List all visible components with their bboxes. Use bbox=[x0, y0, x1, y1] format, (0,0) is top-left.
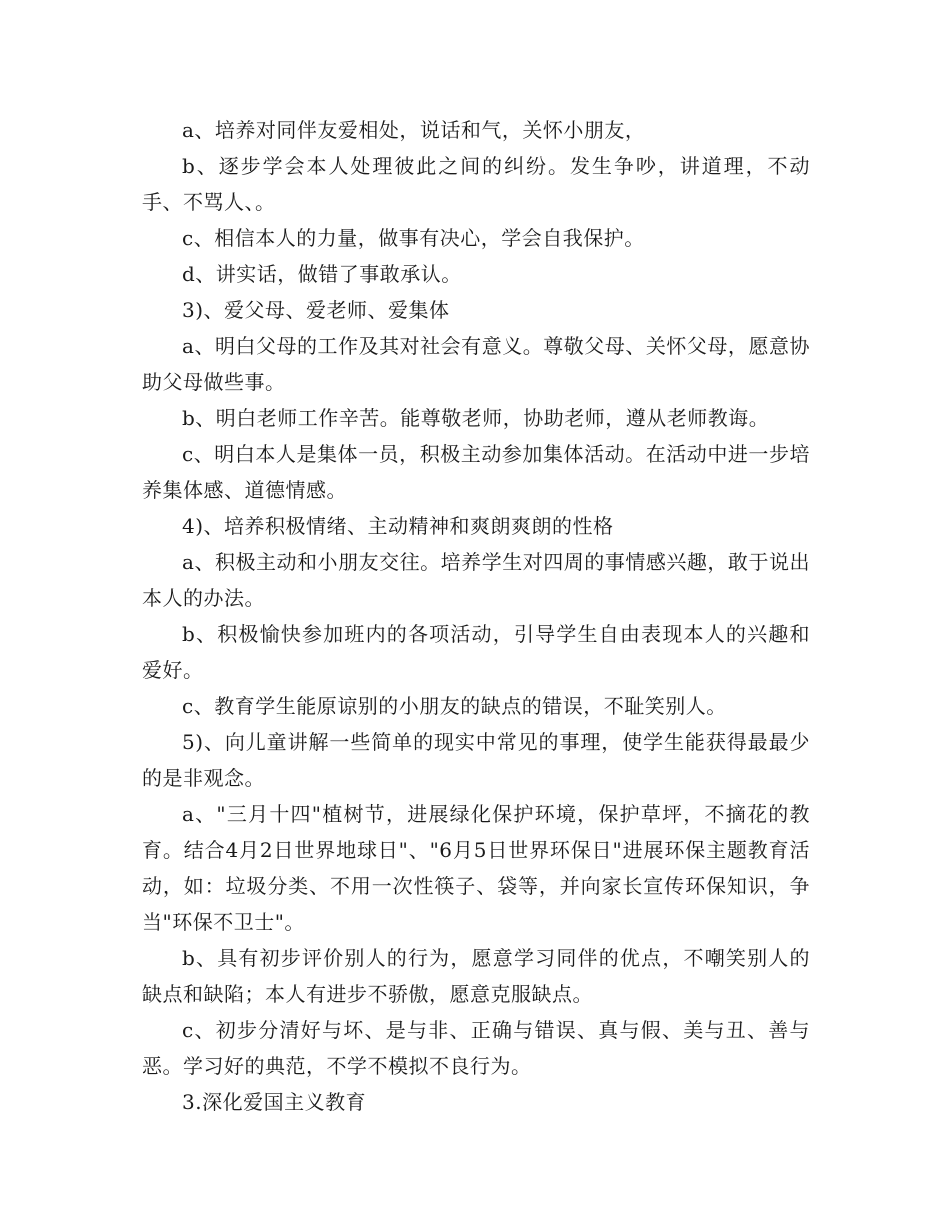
paragraph: c、明白本人是集体一员，积极主动参加集体活动。在活动中进一步培养集体感、道德情感。 bbox=[142, 442, 810, 502]
document-body bbox=[142, 112, 810, 1120]
section-heading: 3)、爱父母、爱老师、爱集体 bbox=[182, 298, 450, 322]
section-heading: 5)、向儿童讲解一些简单的现实中常见的事理，使学生能获得最最少的是非观念。 bbox=[142, 730, 810, 790]
paragraph: c、教育学生能原谅别的小朋友的缺点的错误，不耻笑别人。 bbox=[182, 694, 727, 718]
paragraph: a、积极主动和小朋友交往。培养学生对四周的事情感兴趣，敢于说出本人的办法。 bbox=[142, 550, 810, 610]
paragraph: c、初步分清好与坏、是与非、正确与错误、真与假、美与丑、善与恶。学习好的典范，不学不模拟不良行为。 bbox=[142, 1018, 810, 1078]
paragraph: b、积极愉快参加班内的各项活动，引导学生自由表现本人的兴趣和爱好。 bbox=[142, 622, 810, 682]
paragraph: d、讲实话，做错了事敢承认。 bbox=[182, 262, 462, 286]
paragraph: b、具有初步评价别人的行为，愿意学习同伴的优点，不嘲笑别人的缺点和缺陷；本人有进步不骄傲，愿意克服缺点。 bbox=[142, 946, 810, 1006]
paragraph: a、"三月十四"植树节，进展绿化保护环境，保护草坪，不摘花的教育。结合4月2日世界地球日"、"6月5日世界环保日"进展环保主题教育活动，如：垃圾分类、不用一次性筷子、袋等，并向家长宣传环保知识，争当"环保不卫士"。 bbox=[142, 802, 810, 934]
paragraph: b、明白老师工作辛苦。能尊敬老师，协助老师，遵从老师教诲。 bbox=[182, 406, 770, 430]
paragraph: c、相信本人的力量，做事有决心，学会自我保护。 bbox=[182, 226, 645, 250]
section-heading: 4)、培养积极情绪、主动精神和爽朗爽朗的性格 bbox=[182, 514, 614, 538]
paragraph: b、逐步学会本人处理彼此之间的纠纷。发生争吵，讲道理，不动手、不骂人、。 bbox=[142, 154, 810, 214]
section-heading: 3.深化爱国主义教育 bbox=[182, 1090, 367, 1114]
paragraph: a、明白父母的工作及其对社会有意义。尊敬父母、关怀父母，愿意协助父母做些事。 bbox=[142, 334, 810, 394]
paragraph: a、培养对同伴友爱相处，说话和气，关怀小朋友， bbox=[182, 118, 646, 142]
